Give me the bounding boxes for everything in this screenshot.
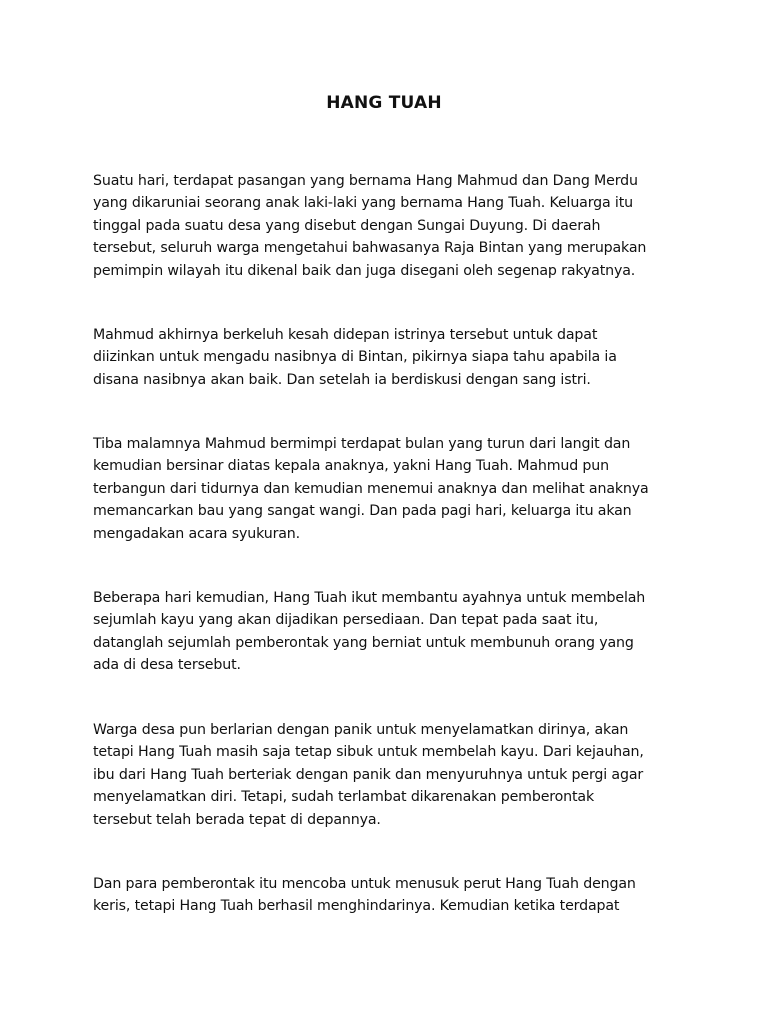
paragraph-3 (93, 433, 693, 545)
paragraph-line: memancarkan bau yang sangat wangi. Dan pada pagi hari, keluarga itu akan (93, 503, 632, 520)
paragraph-line: Mahmud akhirnya berkeluh kesah didepan istrinya tersebut untuk dapat (93, 327, 598, 343)
paragraph-line: Suatu hari, terdapat pasangan yang bernama Hang Mahmud dan Dang Merdu (93, 173, 638, 189)
paragraph-5 (93, 719, 693, 831)
paragraph-6 (93, 873, 693, 918)
paragraph-line: Beberapa hari kemudian, Hang Tuah ikut membantu ayahnya untuk membelah (93, 590, 646, 606)
paragraph-line: Warga desa pun berlarian dengan panik untuk menyelamatkan dirinya, akan (93, 722, 629, 738)
paragraph-1 (93, 170, 693, 282)
paragraph-line: tetapi Hang Tuah masih saja tetap sibuk untuk membelah kayu. Dari kejauhan, (93, 744, 644, 761)
document-title: HANG TUAH (326, 93, 442, 113)
paragraph-line: tinggal pada suatu desa yang disebut dengan Sungai Duyung. Di daerah (93, 217, 601, 234)
paragraph-line: ada di desa tersebut. (93, 657, 241, 674)
paragraph-line: datanglah sejumlah pemberontak yang berniat untuk membunuh orang yang (93, 634, 634, 651)
paragraph-line: disana nasibnya akan baik. Dan setelah ia berdiskusi dengan sang istri. (93, 371, 591, 388)
paragraph-line: sejumlah kayu yang akan dijadikan persediaan. Dan tepat pada saat itu, (93, 612, 599, 629)
paragraph-line: diizinkan untuk mengadu nasibnya di Bintan, pikirnya siapa tahu apabila ia (93, 349, 617, 366)
paragraph-line: keris, tetapi Hang Tuah berhasil menghindarinya. Kemudian ketika terdapat (93, 898, 620, 915)
paragraph-line: Dan para pemberontak itu mencoba untuk menusuk perut Hang Tuah dengan (93, 876, 636, 892)
paragraph-line: terbangun dari tidurnya dan kemudian menemui anaknya dan melihat anaknya (93, 480, 649, 497)
paragraph-line: mengadakan acara syukuran. (93, 525, 301, 542)
paragraph-line: kemudian bersinar diatas kepala anaknya, yakni Hang Tuah. Mahmud pun (93, 458, 609, 475)
paragraph-4 (93, 587, 693, 677)
paragraph-2 (93, 324, 693, 391)
paragraph-line: Tiba malamnya Mahmud bermimpi terdapat bulan yang turun dari langit dan (93, 436, 631, 452)
paragraph-line: tersebut telah berada tepat di depannya. (93, 811, 381, 828)
paragraph-line: menyelamatkan diri. Tetapi, sudah terlambat dikarenakan pemberontak (93, 789, 595, 806)
paragraph-line: pemimpin wilayah itu dikenal baik dan juga disegani oleh segenap rakyatnya. (93, 262, 636, 279)
paragraph-line: yang dikaruniai seorang anak laki-laki yang bernama Hang Tuah. Keluarga itu (93, 195, 633, 212)
paragraph-line: ibu dari Hang Tuah berteriak dengan panik dan menyuruhnya untuk pergi agar (93, 766, 644, 783)
paragraph-line: tersebut, seluruh warga mengetahui bahwasanya Raja Bintan yang merupakan (93, 240, 647, 257)
